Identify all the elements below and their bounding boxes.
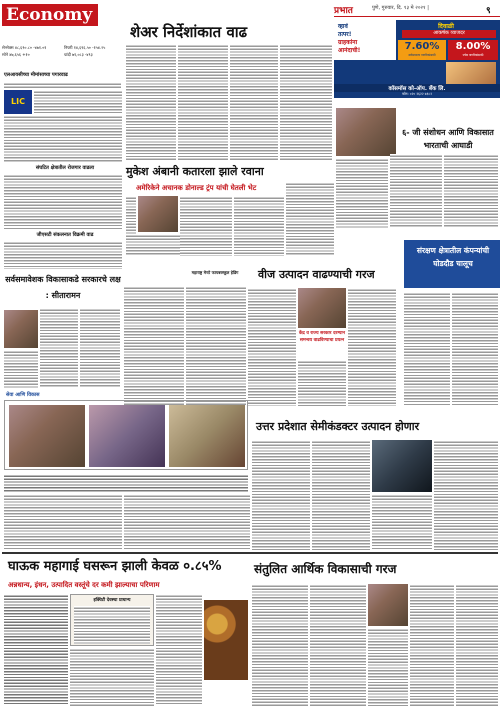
defence-headline: संरक्षण क्षेत्रातील कंपन्यांची घोडदौड चालूच — [416, 246, 490, 268]
ad-line-2: तत्पर! — [338, 31, 352, 38]
market-row: चांदी ७१,०८३ -४९३ — [64, 52, 93, 57]
gst-story-title: जीएसटी संकलनात विक्रमी वाढ — [36, 232, 94, 238]
dateline: पुणे, गुरुवार, दि. १३ मे २०२१ | — [372, 5, 429, 11]
inflation-box — [70, 594, 154, 646]
lic-story-title: एलआयसीच्या मीमांसाच्या पगारवाढ — [4, 72, 68, 78]
paper-name: प्रभात — [334, 6, 353, 16]
balanced-photo — [368, 584, 408, 626]
ad-line-4: आनंदाची! — [338, 47, 361, 54]
ad-rate-senior — [448, 40, 498, 60]
ad-contact: फोन: ०२० २६२२ ७१८२ — [401, 92, 433, 96]
market-row: सेन्सेक्स ४८,६९०.८० -४७१.०१ — [2, 45, 47, 50]
defence-box — [404, 240, 500, 288]
inflation-box-title: इक्विटी देवस्था प्राधान्य — [93, 598, 131, 603]
ambani-headline: मुकेश अंबानी कतारला झाले रवाना — [126, 165, 264, 178]
market-box — [2, 45, 122, 67]
ad-line-1: व्हावं — [338, 23, 348, 30]
semiconductor-headline: उत्तर प्रदेशात सेमीकंडक्टर उत्पादन होणार — [256, 420, 420, 433]
small-heading: महाराष्ट्र मेन्टो फायबरस्कूल हेडिंग — [191, 270, 239, 275]
page-number: ९ — [486, 6, 491, 16]
photo-strip-caption: सेवा आणि विकास — [6, 392, 40, 398]
sitharaman-headline: सर्वसमावेशक विकासाकडे सरकारचे लक्ष : सीतारामन — [5, 275, 121, 300]
lic-logo-text: LIC — [11, 97, 25, 106]
chip-photo — [372, 440, 432, 492]
strip-photo-3 — [169, 405, 245, 467]
ad-line-3: ग्राहकांना — [338, 39, 358, 46]
lead-headline: शेअर निर्देशांकात वाढ — [130, 23, 248, 41]
groceries-photo — [204, 600, 248, 680]
balanced-headline: संतुलित आर्थिक विकासाची गरज — [254, 562, 397, 576]
ad-rate-general — [398, 40, 446, 60]
lic-logo — [4, 90, 32, 114]
market-row: सोने ४७,६५६ +१० — [2, 52, 30, 57]
ambani-photo — [138, 196, 178, 232]
right-story-headline: ६- जी संशोधन आणि विकासात भारताची आघाडी — [402, 128, 494, 150]
rate-1-label: सर्वसामान्य नागरिकांसाठी — [408, 53, 436, 57]
power-headline: वीज उत्पादन वाढण्याची गरज — [258, 268, 375, 281]
rate-2-label: ज्येष्ठ नागरिकांसाठी — [462, 53, 484, 57]
ambani-subheadline: अमेरिकेने अचानक डोनाल्ड ट्रंप यांची घेतली भेट — [136, 184, 257, 192]
employment-story-title: संघटित क्षेत्रातील रोजगार वाढला — [35, 165, 95, 171]
photo-strip — [4, 400, 248, 470]
power-photo — [298, 288, 346, 328]
ad-deposit-label: आकर्षक व्याजदर — [402, 30, 496, 38]
right-story-photo — [336, 108, 396, 156]
rate-1-value: 7.60% — [404, 41, 440, 52]
inflation-headline: घाऊक महागाई घसरून झाली केवळ ०.८५% — [8, 559, 222, 574]
ad-bank-name: कॉसमॉस को-ऑप. बँक लि. — [334, 84, 500, 92]
strip-photo-2 — [89, 405, 165, 467]
market-row: निफ्टी १४,६९६.५० -१५४.२५ — [64, 45, 106, 50]
power-quote-title: केंद्र व राज्य सरकार दरम्यान समन्वय वाढविण्याचा प्रयत्न — [298, 331, 346, 343]
sitharaman-photo — [4, 310, 38, 348]
inflation-subheadline: अन्नधान्य, इंधन, उत्पादित वस्तूंचे दर कमी झाल्याचा परिणाम — [8, 581, 160, 589]
section-title: Economy — [2, 4, 98, 26]
strip-photo-1 — [9, 405, 85, 467]
ad-photo — [446, 62, 496, 84]
bank-advertisement[interactable] — [334, 20, 500, 98]
rate-2-value: 8.00% — [455, 41, 491, 52]
ad-festival: दिवाळी — [438, 23, 454, 30]
